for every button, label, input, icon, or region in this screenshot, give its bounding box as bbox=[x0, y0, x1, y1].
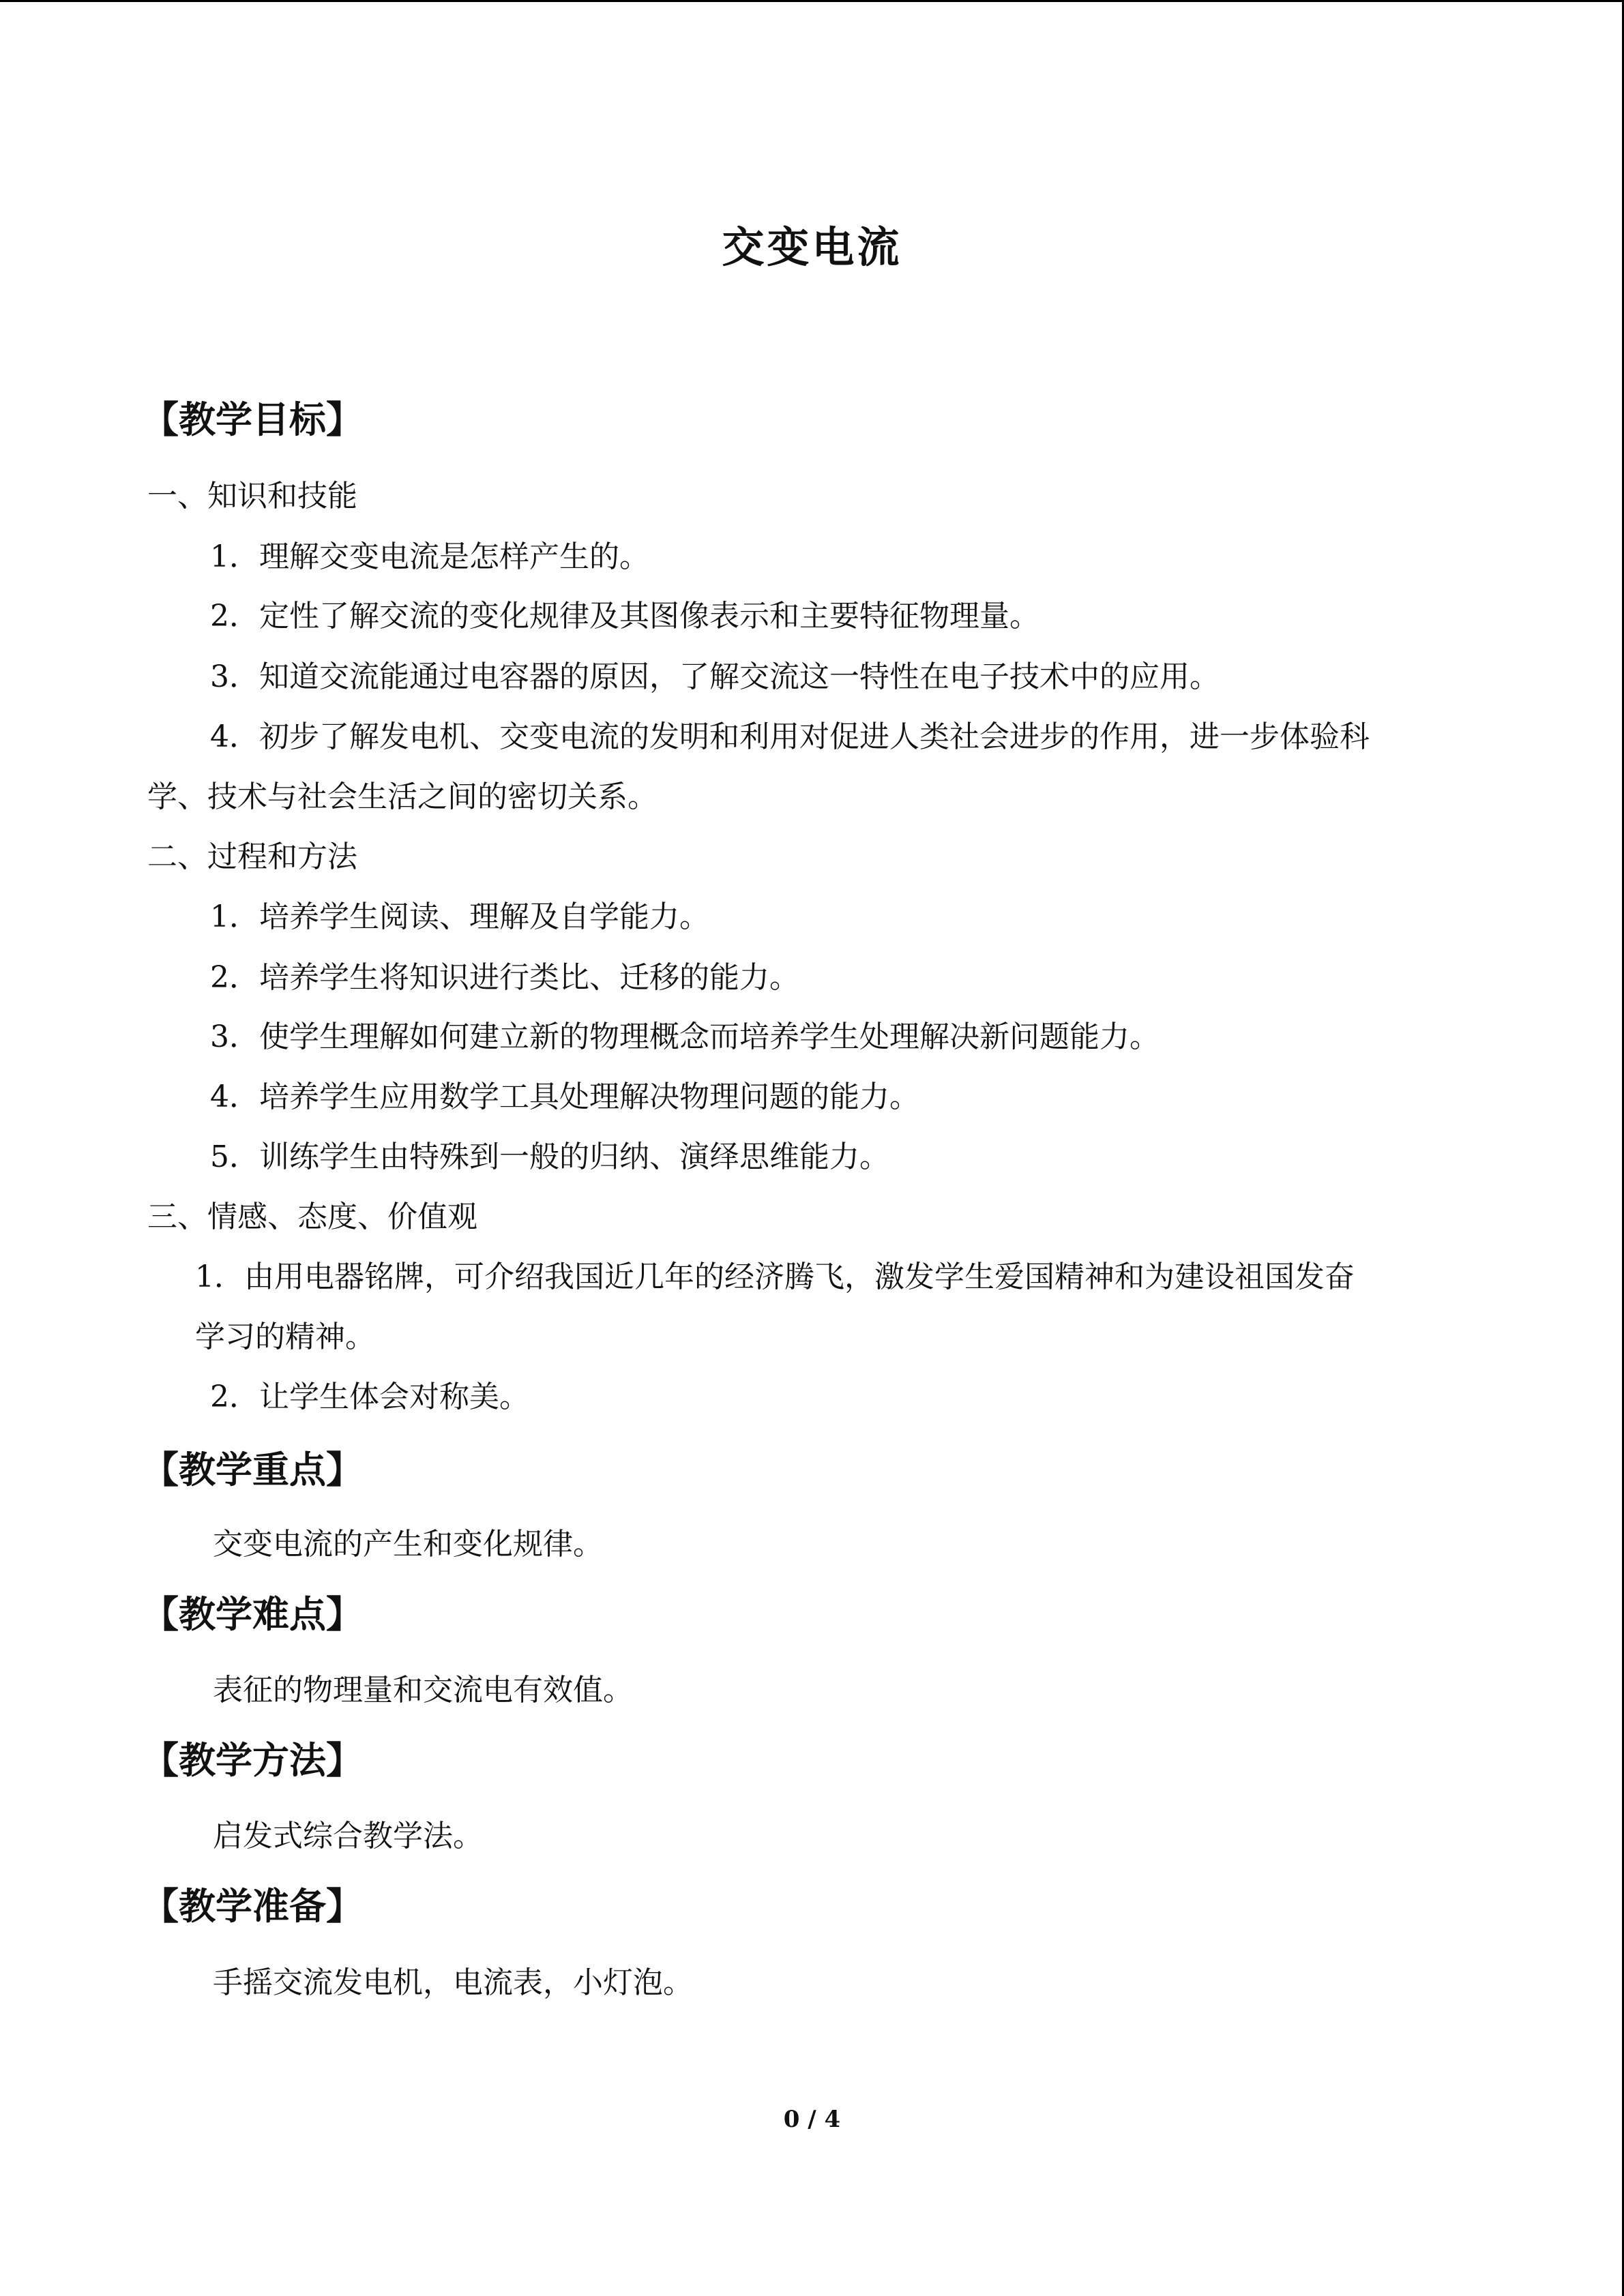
knowledge-subheading: 一、知识和技能 bbox=[147, 479, 357, 513]
values-item-1: 1．由用电器铭牌，可介绍我国近几年的经济腾飞，激发学生爱国精神和为建设祖国发奋 bbox=[195, 1259, 1355, 1294]
process-subheading: 二、过程和方法 bbox=[147, 839, 357, 874]
knowledge-item-1: 1．理解交变电流是怎样产生的。 bbox=[210, 539, 649, 574]
objectives-heading: 【教学目标】 bbox=[142, 398, 363, 441]
knowledge-item-2: 2．定性了解交流的变化规律及其图像表示和主要特征物理量。 bbox=[210, 599, 1039, 633]
process-item-3: 3．使学生理解如何建立新的物理概念而培养学生处理解决新问题能力。 bbox=[210, 1019, 1160, 1054]
page-indicator: 0 / 4 bbox=[783, 2106, 841, 2133]
knowledge-item-4: 4．初步了解发电机、交变电流的发明和利用对促进人类社会进步的作用，进一步体验科 bbox=[210, 719, 1370, 754]
difficulties-text: 表征的物理量和交流电有效值。 bbox=[213, 1673, 633, 1708]
page-title: 交变电流 bbox=[722, 222, 902, 272]
methods-text: 启发式综合教学法。 bbox=[213, 1819, 483, 1853]
difficulties-heading: 【教学难点】 bbox=[142, 1593, 363, 1636]
methods-heading: 【教学方法】 bbox=[142, 1739, 363, 1782]
values-subheading: 三、情感、态度、价值观 bbox=[147, 1199, 477, 1234]
knowledge-item-4-continued: 学、技术与社会生活之间的密切关系。 bbox=[147, 779, 658, 814]
process-item-5: 5．训练学生由特殊到一般的归纳、演绎思维能力。 bbox=[210, 1139, 889, 1174]
process-item-2: 2．培养学生将知识进行类比、迁移的能力。 bbox=[210, 960, 799, 995]
process-item-1: 1．培养学生阅读、理解及自学能力。 bbox=[210, 899, 709, 934]
key-points-text: 交变电流的产生和变化规律。 bbox=[213, 1527, 603, 1562]
values-item-1-continued: 学习的精神。 bbox=[195, 1320, 375, 1354]
values-item-2: 2．让学生体会对称美。 bbox=[210, 1380, 529, 1414]
preparation-text: 手摇交流发电机，电流表，小灯泡。 bbox=[213, 1965, 693, 2000]
preparation-heading: 【教学准备】 bbox=[142, 1885, 363, 1928]
process-item-4: 4．培养学生应用数学工具处理解决物理问题的能力。 bbox=[210, 1079, 919, 1114]
knowledge-item-3: 3．知道交流能通过电容器的原因，了解交流这一特性在电子技术中的应用。 bbox=[210, 659, 1220, 694]
key-points-heading: 【教学重点】 bbox=[142, 1448, 363, 1491]
